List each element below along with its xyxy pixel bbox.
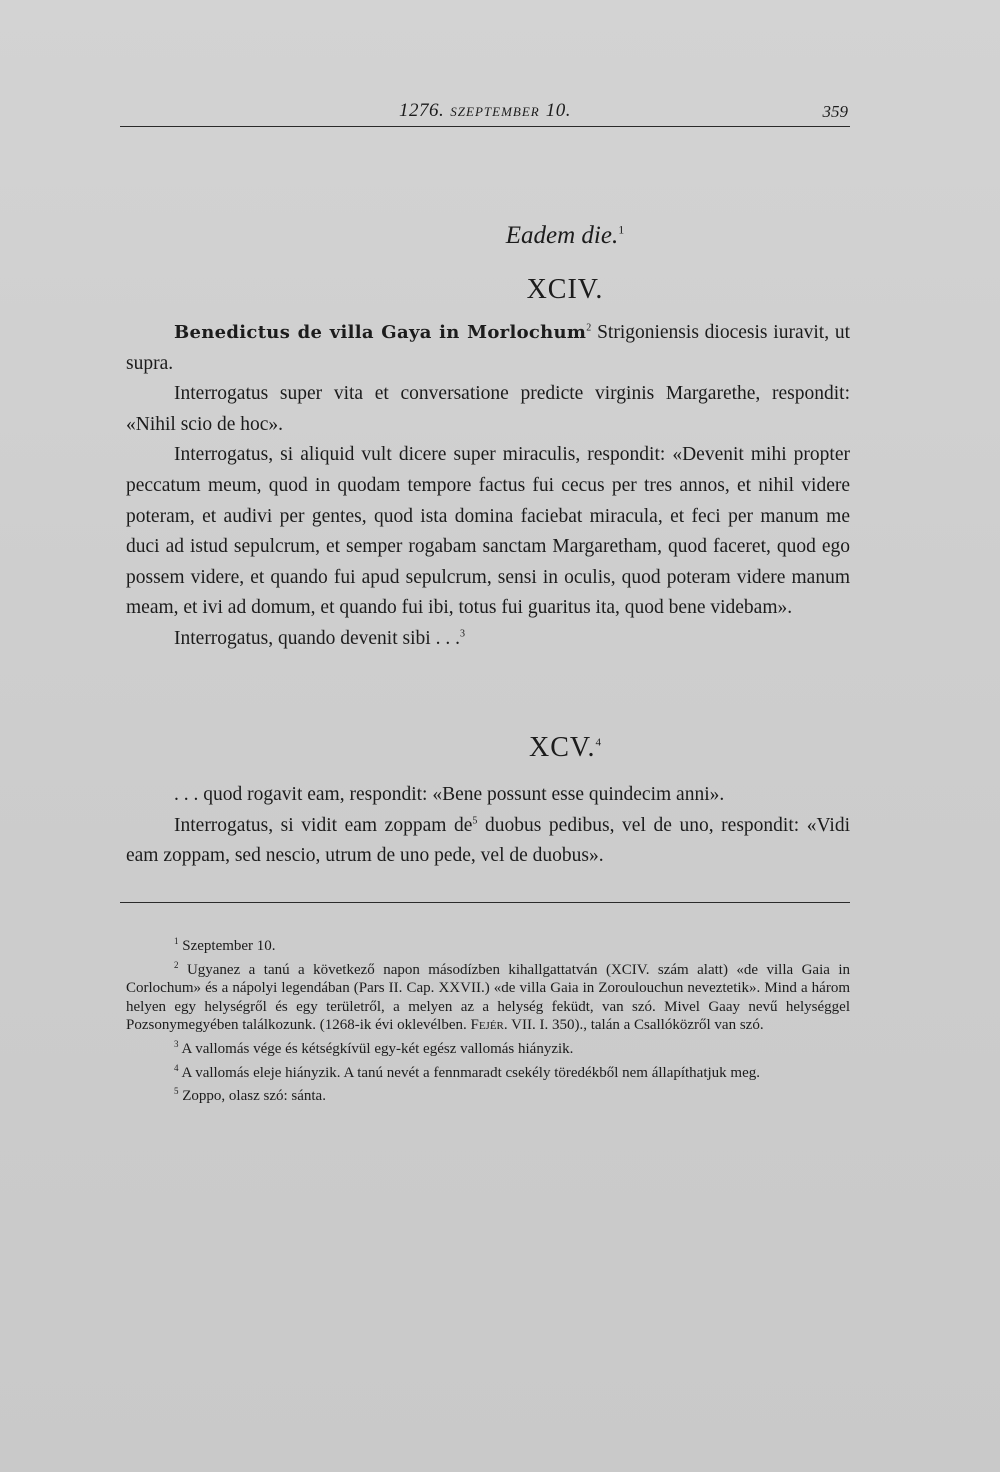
section-body-xciv [126, 318, 850, 655]
paragraph: Interrogatus super vita et conversatione predicte virginis Margarethe, respondit: «Nihil scio de hoc». [126, 383, 850, 435]
page-number: 359 [822, 102, 848, 121]
running-head-year: 1276. [399, 100, 445, 121]
witness-name: Benedictus de villa Gaya in Morlochum [174, 322, 587, 343]
footnote-number: 3 [174, 1038, 179, 1049]
section-numeral: XCV. [528, 732, 596, 763]
cited-author: Fejér. [470, 1017, 508, 1034]
footnote-item [126, 956, 850, 1035]
footnote-item [126, 932, 850, 956]
section-heading-xcv [0, 732, 1000, 764]
footnote-text: Ugyanez a tanú a következő napon másodízben kihallgattatván (XCIV. szám alatt) «de villa Gaia in Corlochum» és a nápolyi legendában (Pars II. Cap. XXVII.) «de villa Gaia in Zoroulouchun neveztetik». Mind a három helyen egy helységről és egy területről, a melyen az a helység feküdt, van szó. Mivel Gaay nevű helységgel Pozsonymegyében találkozunk. (1268-ik évi oklevélben. [126, 961, 850, 1034]
footnote-number: 4 [174, 1062, 179, 1073]
footnote-item [126, 1035, 850, 1059]
section-heading-xciv [0, 274, 1000, 306]
paragraph [126, 624, 850, 655]
section-body-xcv [126, 780, 850, 872]
paragraph: Interrogatus, si aliquid vult dicere super miraculis, respondit: «Devenit mihi propter peccatum meum, quod in quodam tempore factus fui cecus per tres annos, et nihil videre poteram, et audivi per gentes, quod ista domina faciebat miracula, et feci per manum me duci ad istud sepulcrum, et semper rogabam sanctam Margaretham, quod faceret, quod ego possem videre, et quando fui apud sepulcrum, sensi in oculis, quod poteram videre manum meam, et ivi ad domum, et quando fui ibi, totus fui guaritus ita, quod bene videbam». [126, 444, 850, 619]
footnote-text: A vallomás eleje hiányzik. A tanú nevét a fennmaradt csekély töredékből nem állapíthatjuk meg. [181, 1064, 760, 1081]
footnote-number: 2 [174, 959, 179, 970]
running-head-date [120, 100, 850, 122]
footnote-mark: 5 [472, 815, 478, 827]
footnote-item [126, 1059, 850, 1083]
running-head [120, 96, 850, 127]
footnotes [126, 932, 850, 1106]
intro-heading-text: Eadem die. [505, 222, 619, 249]
footnote-number: 5 [174, 1086, 179, 1097]
footnote-mark: 2 [586, 322, 592, 334]
intro-heading [0, 222, 1000, 250]
paragraph-text: Interrogatus, si vidit eam zoppam de [174, 814, 473, 836]
footnote-number: 1 [174, 936, 179, 946]
section-numeral: XCIV. [526, 274, 604, 305]
footnote-text: A vallomás vége és kétségkívül egy-két egész vallomás hiányzik. [181, 1040, 574, 1057]
footnote-text: Szeptember 10. [182, 938, 276, 954]
footnote-item [126, 1082, 850, 1106]
paragraph-text: Interrogatus, quando devenit sibi . . . [174, 627, 460, 649]
footnote-text: VII. I. 350)., talán a Csallóközről van szó. [511, 1017, 764, 1034]
footnote-divider [120, 902, 850, 903]
paragraph [126, 318, 850, 379]
running-head-month: SZEPTEMBER [450, 104, 540, 119]
paragraph-text: Strigoniensis diocesis iuravit, ut supra. [126, 322, 851, 374]
footnote-mark: 4 [595, 736, 601, 749]
paragraph-text: duobus pedibus, vel de uno, respondit: «Vidi eam zoppam, sed nescio, utrum de uno pede, vel de duobus». [126, 814, 850, 867]
running-head-day: 10. [545, 100, 571, 121]
footnote-text: Zoppo, olasz szó: sánta. [182, 1088, 326, 1105]
paragraph: . . . quod rogavit eam, respondit: «Bene possunt esse quindecim anni». [174, 784, 725, 805]
footnote-mark: 3 [459, 628, 465, 640]
footnote-mark: 1 [618, 222, 625, 237]
paragraph [126, 811, 850, 872]
